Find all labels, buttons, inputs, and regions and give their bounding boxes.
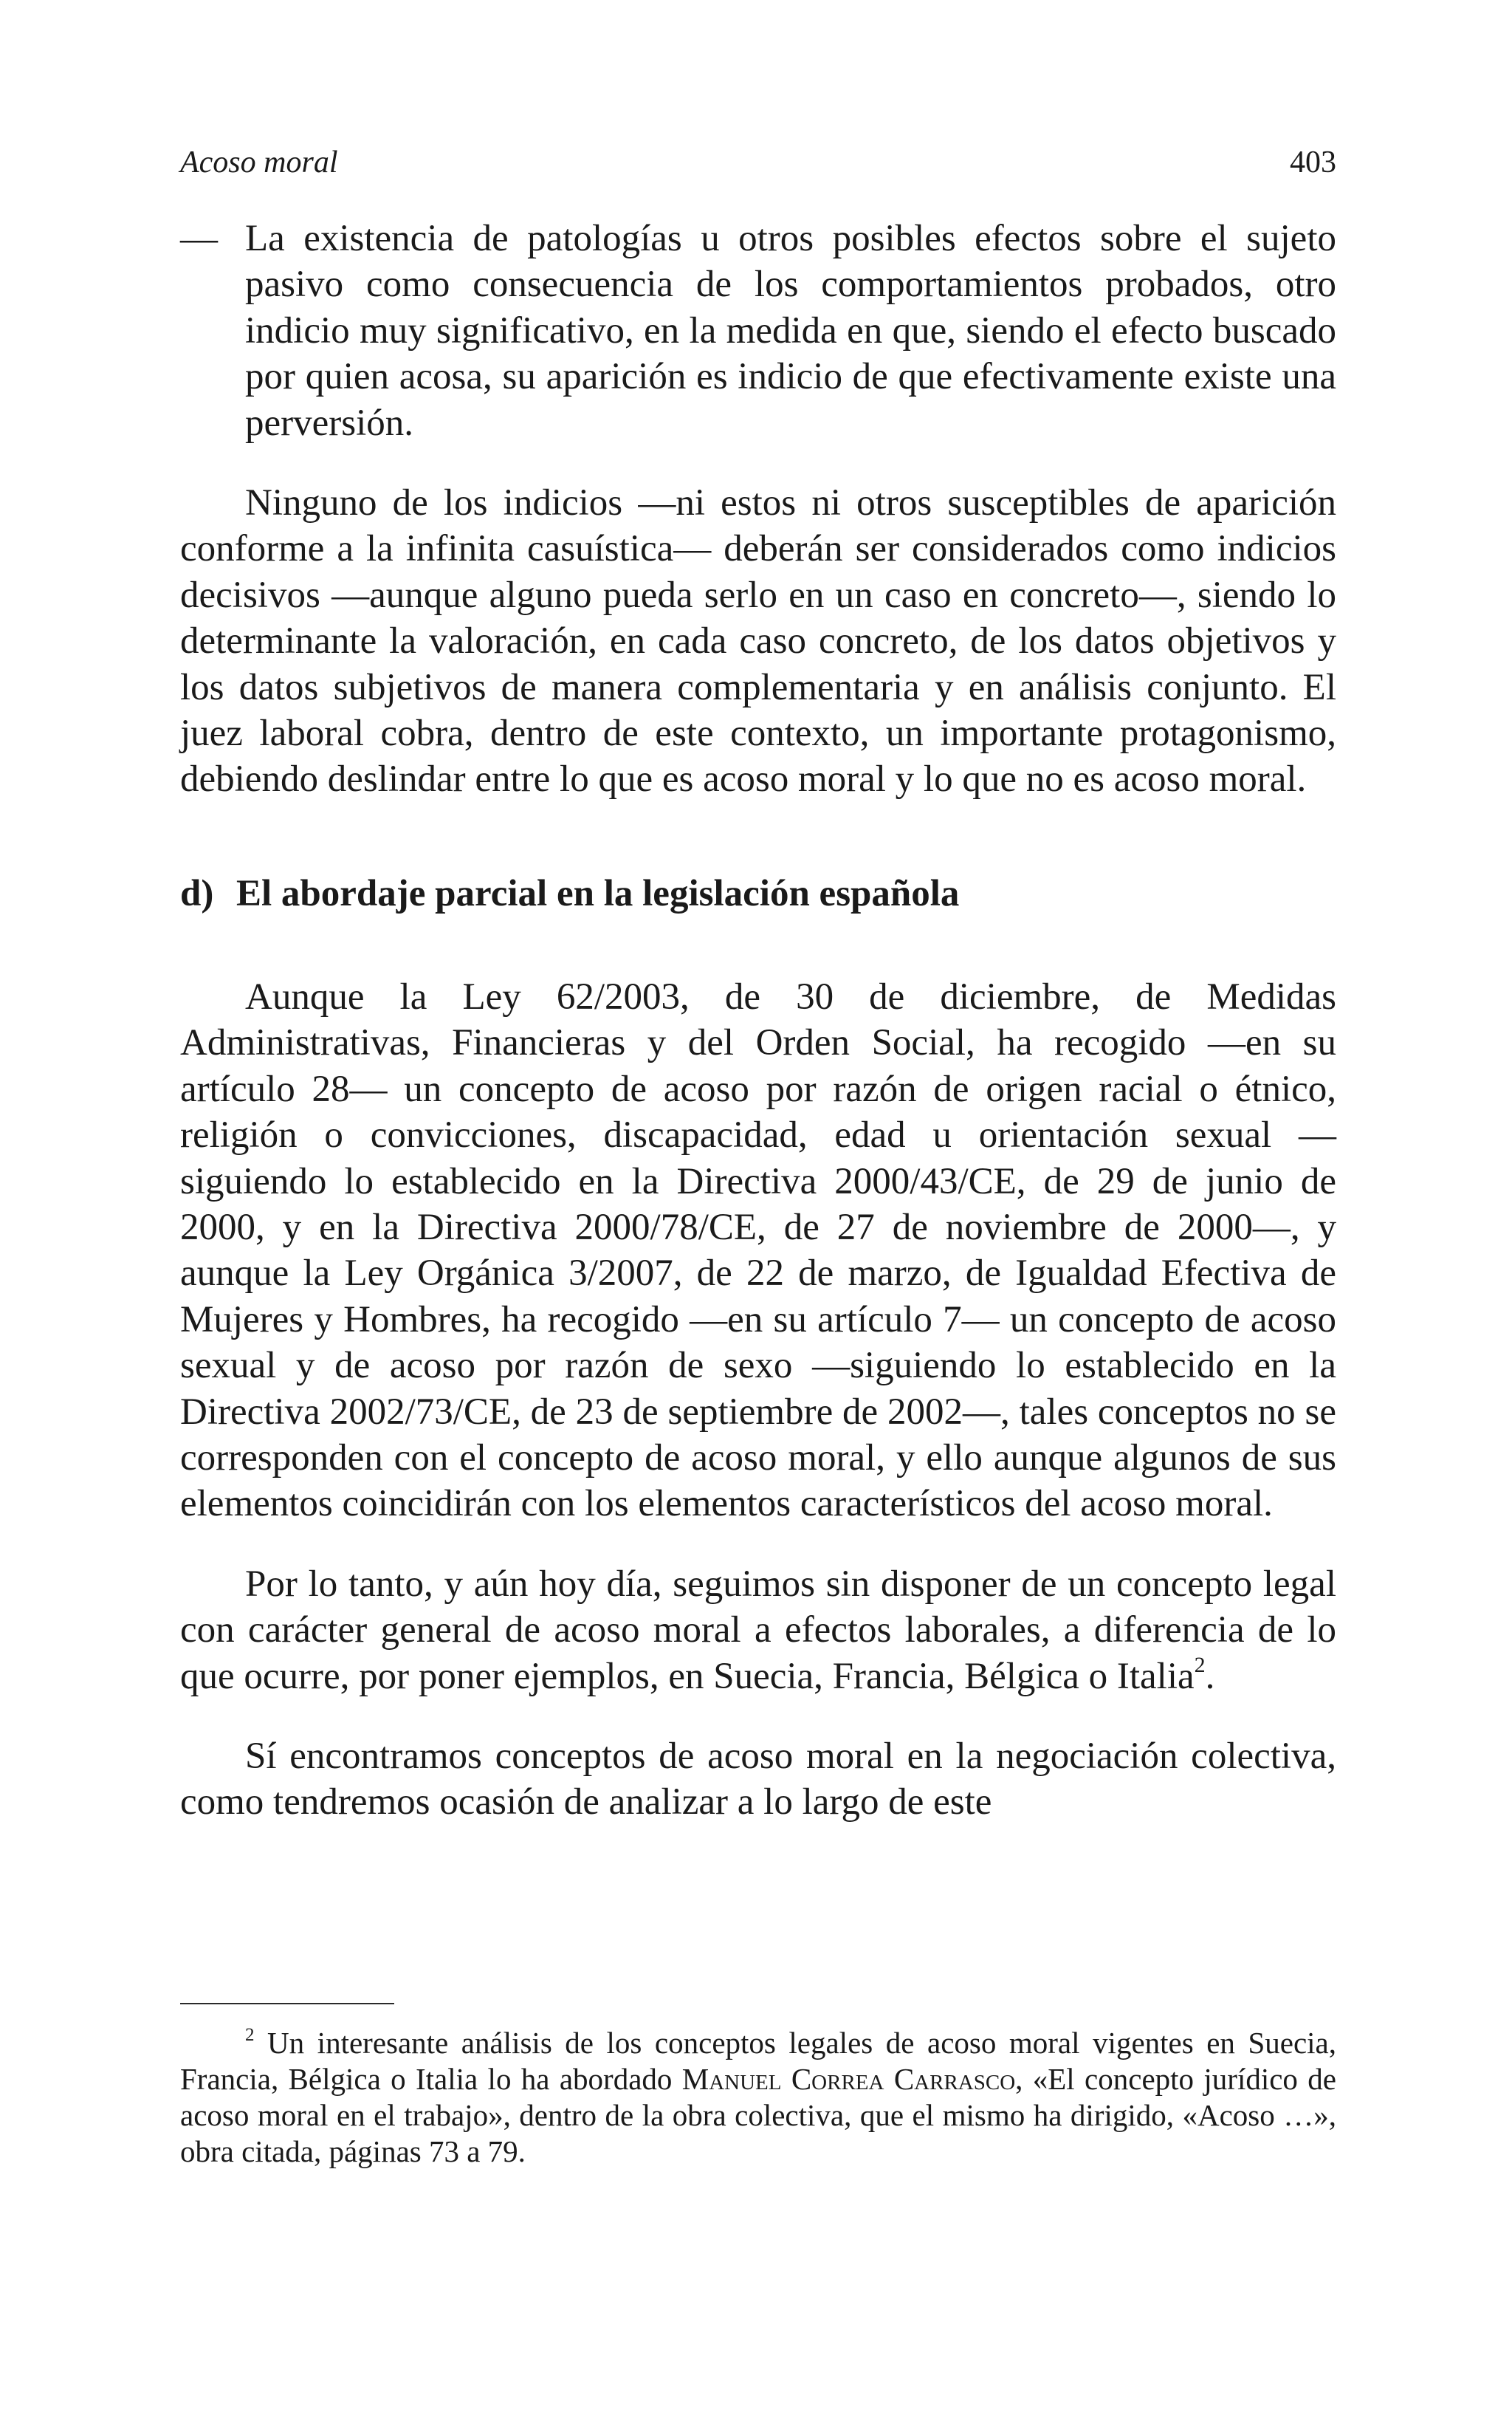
footnote-separator <box>180 2003 394 2004</box>
footnote-reference[interactable]: 2 <box>1194 1652 1206 1677</box>
paragraph-negociacion: Sí encontramos conceptos de acoso moral en la negociación colectiva, como tendremos ocasión de analizar a lo largo de este <box>180 1735 1336 1823</box>
em-dash-marker: — <box>180 218 218 259</box>
dash-list-item <box>180 216 1336 446</box>
running-head <box>180 140 1336 185</box>
section-title: El abordaje parcial en la legislación española <box>236 872 960 914</box>
section-number: d) <box>180 872 214 914</box>
running-title: Acoso moral <box>180 145 338 179</box>
page-number: 403 <box>1290 145 1336 179</box>
footnote-2 <box>180 2025 1336 2170</box>
paragraph-concepto-legal-end: . <box>1205 1655 1215 1697</box>
dash-item-text: La existencia de patologías u otros posibles efectos sobre el sujeto pasivo como consecuencia de los comportamientos probados, otro indicio muy significativo, en la medida en que, siendo el efecto buscado por quien acosa, su aparición es indicio de que efectivamente existe una perversión. <box>245 218 1336 444</box>
footnotes <box>180 2025 1336 2170</box>
section-heading <box>180 871 1336 917</box>
footnote-author: Manuel Correa Carrasco <box>681 2062 1016 2096</box>
footnote-text-end: , «El concepto jurídico de acoso moral en el trabajo», dentro de la obra colectiva, que el mismo ha dirigido, «Acoso …», obra citada, páginas 73 a 79. <box>180 2062 1336 2168</box>
main-text <box>180 216 1336 1826</box>
paragraph-indicios: Ninguno de los indicios —ni estos ni otros susceptibles de aparición conforme a la infinita casuística— deberán ser considerados como indicios decisivos —aunque alguno pueda serlo en un caso en concreto—, siendo lo determinante la valoración, en cada caso concreto, de los datos objetivos y los datos subjetivos de manera complementaria y en análisis conjunto. El juez laboral cobra, dentro de este contexto, un importante protagonismo, debiendo deslindar entre lo que es acoso moral y lo que no es acoso moral. <box>180 482 1336 801</box>
paragraph-concepto-legal <box>180 1561 1336 1699</box>
footnote-text-start: Un interesante análisis de los conceptos legales de acoso moral vigentes en Suecia, Francia, Bélgica o Italia lo ha abordado <box>180 2026 1336 2096</box>
paragraph-concepto-legal-text: Por lo tanto, y aún hoy día, seguimos sin disponer de un concepto legal con carácter general de acoso moral a efectos laborales, a diferencia de lo que ocurre, por poner ejemplos, en Suecia, Francia, Bélgica o Italia <box>180 1563 1336 1697</box>
footnote-marker: 2 <box>245 2025 255 2045</box>
paragraph-ley: Aunque la Ley 62/2003, de 30 de diciembre, de Medidas Administrativas, Financieras y del Orden Social, ha recogido —en su artículo 28— un concepto de acoso por razón de origen racial o étnico, religión o convicciones, discapacidad, edad u orientación sexual — siguiendo lo establecido en la Directiva 2000/43/CE, de 29 de junio de 2000, y en la Directiva 2000/78/CE, de 27 de noviembre de 2000—, y aunque la Ley Orgánica 3/2007, de 22 de marzo, de Igualdad Efectiva de Mujeres y Hombres, ha recogido —en su artículo 7— un concepto de acoso sexual y de acoso por razón de sexo —siguiendo lo establecido en la Directiva 2002/73/CE, de 23 de septiembre de 2002—, tales conceptos no se corresponden con el concepto de acoso moral, y ello aunque algunos de sus elementos coincidirán con los elementos característicos del acoso moral. <box>180 976 1336 1525</box>
